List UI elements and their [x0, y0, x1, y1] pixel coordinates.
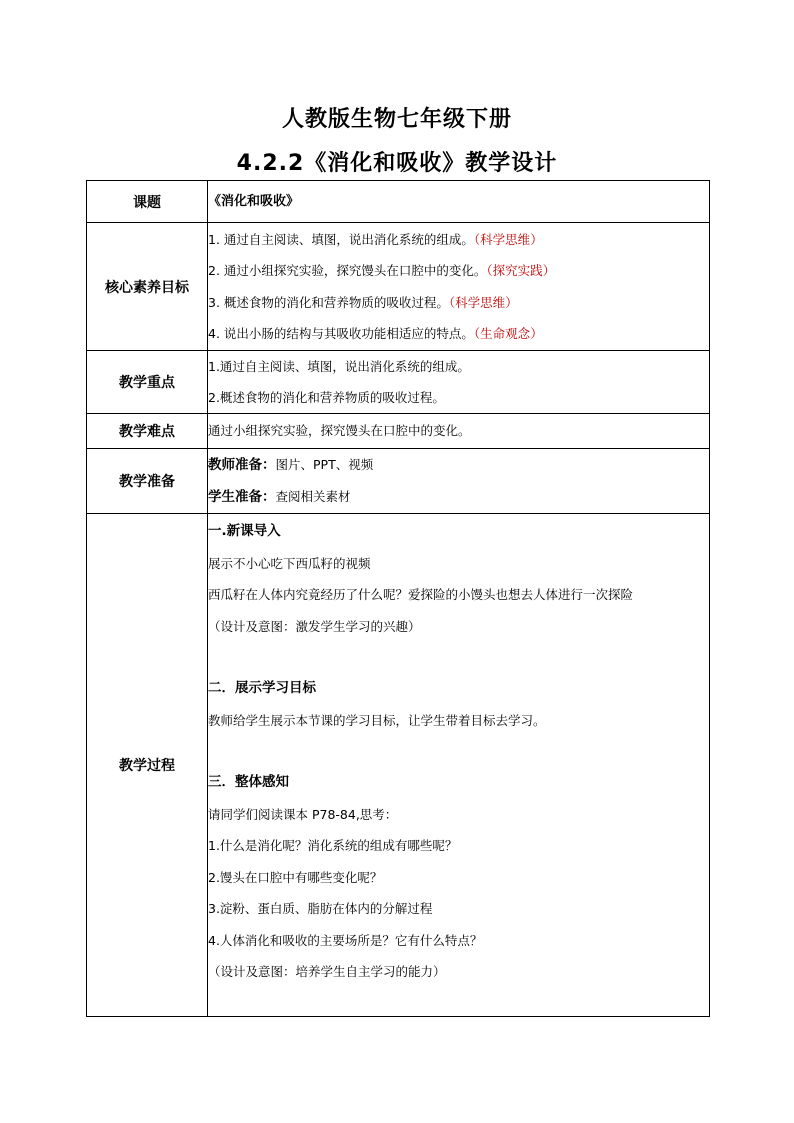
row-key-points [87, 351, 710, 414]
objective-item: 2. 通过小组探究实验，探究馒头在口腔中的变化。（探究实践） [208, 263, 556, 278]
process-line: 1.什么是消化呢？消化系统的组成有哪些呢？ [208, 838, 458, 853]
row-preparation [87, 449, 710, 514]
row-objectives [87, 223, 710, 351]
objective-item: 1. 通过自主阅读、填图，说出消化系统的组成。（科学思维） [208, 231, 543, 247]
key-point-item: 2.概述食物的消化和营养物质的吸收过程。 [208, 390, 445, 405]
objectives-list [208, 223, 710, 351]
process-label: 教学过程 [87, 514, 208, 1017]
section-heading: 三．整体感知 [208, 774, 289, 790]
competency-tag: 科学思维 [480, 231, 531, 247]
process-line: （设计及意图：激发学生学习的兴趣） [208, 618, 421, 634]
row-process [87, 514, 710, 1017]
section-heading: 一.新课导入 [208, 523, 281, 539]
difficulty-value: 通过小组探究实验，探究馒头在口腔中的变化。 [208, 414, 710, 449]
student-preparation: 学生准备：查阅相关素材 [208, 489, 351, 505]
preparation-list [208, 449, 710, 514]
topic-label: 课题 [87, 181, 208, 223]
key-point-item: 1.通过自主阅读、填图，说出消化系统的组成。 [208, 359, 470, 374]
document-subtitle: 4.2.2《消化和吸收》教学设计 [236, 151, 558, 176]
process-line: 请同学们阅读课本 P78-84,思考： [208, 806, 398, 822]
competency-tag: 探究实践 [492, 263, 543, 278]
process-line: 2.馒头在口腔中有哪些变化呢？ [208, 869, 383, 885]
difficulty-label: 教学难点 [87, 414, 208, 449]
row-topic [87, 181, 710, 223]
objective-item: 3. 概述食物的消化和营养物质的吸收过程。（科学思维） [208, 294, 518, 310]
row-difficulty [87, 414, 710, 449]
process-line: 4.人体消化和吸收的主要场所是？它有什么特点？ [208, 932, 483, 948]
lesson-plan-table [86, 180, 710, 1017]
teacher-preparation: 教师准备：图片、PPT、视频 [208, 457, 374, 473]
process-line: 教师给学生展示本节课的学习目标，让学生带着目标去学习。 [208, 712, 546, 728]
key-points-label: 教学重点 [87, 351, 208, 414]
process-line: 展示不小心吃下西瓜籽的视频 [208, 555, 371, 571]
process-line: 3.淀粉、蛋白质、脂肪在体内的分解过程 [208, 901, 433, 916]
process-content [208, 514, 710, 1017]
competency-tag: 科学思维 [455, 294, 506, 310]
document-title: 人教版生物七年级下册 [281, 107, 512, 132]
process-line: 西瓜籽在人体内究竟经历了什么呢？爱探险的小馒头也想去人体进行一次探险 [208, 587, 634, 602]
preparation-label: 教学准备 [87, 449, 208, 514]
topic-value: 《消化和吸收》 [208, 181, 710, 223]
objective-item: 4. 说出小肠的结构与其吸收功能相适应的特点。（生命观念） [208, 326, 543, 341]
section-heading: 二．展示学习目标 [208, 680, 316, 696]
competency-tag: 生命观念 [480, 326, 531, 341]
objectives-label: 核心素养目标 [87, 223, 208, 351]
process-line: （设计及意图：培养学生自主学习的能力） [208, 964, 446, 979]
key-points-list [208, 351, 710, 414]
